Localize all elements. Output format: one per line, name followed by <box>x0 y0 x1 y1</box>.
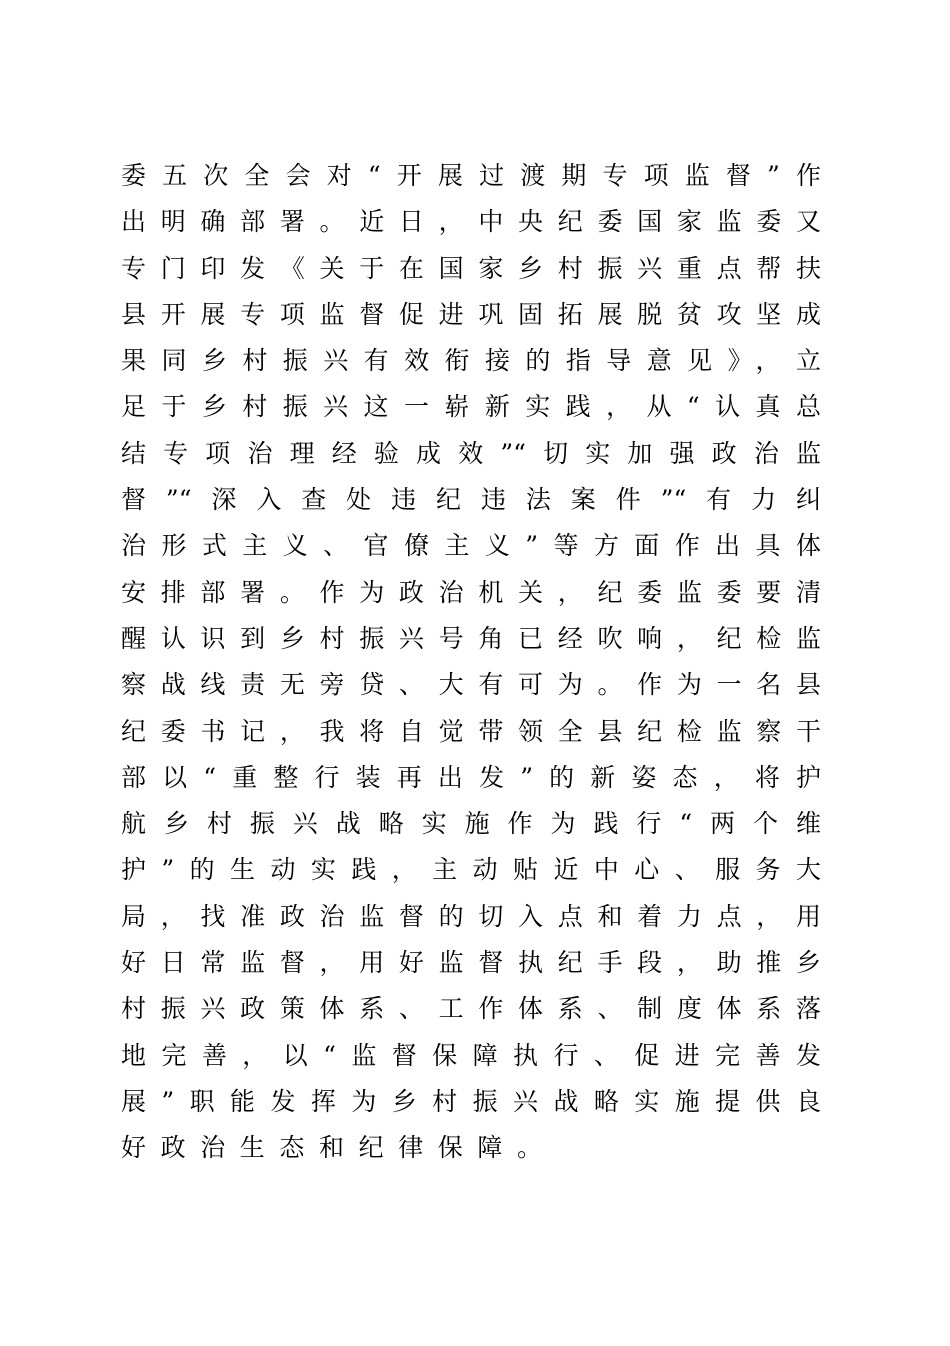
text-line: 县开展专项监督促进巩固拓展脱贫攻坚成 <box>121 299 821 329</box>
text-line: 纪委书记，我将自觉带领全县纪检监察干 <box>121 716 821 746</box>
text-line: 醒认识到乡村振兴号角已经吹响，纪检监 <box>121 623 821 653</box>
text-line: 果同乡村振兴有效衔接的指导意见》，立 <box>121 346 821 376</box>
text-line: 察战线责无旁贷、大有可为。作为一名县 <box>121 670 821 700</box>
text-line: 护”的生动实践，主动贴近中心、服务大 <box>121 855 821 885</box>
text-line: 地完善，以“监督保障执行、促进完善发 <box>121 1040 821 1070</box>
text-line: 出明确部署。近日，中央纪委国家监委又 <box>121 207 821 237</box>
text-line: 督”“深入查处违纪违法案件”“有力纠 <box>121 485 821 515</box>
text-line: 村振兴政策体系、工作体系、制度体系落 <box>121 994 821 1024</box>
text-line: 部以“重整行装再出发”的新姿态，将护 <box>121 762 821 792</box>
text-line: 好政治生态和纪律保障。 <box>121 1133 557 1163</box>
text-line: 好日常监督，用好监督执纪手段，助推乡 <box>121 948 821 978</box>
text-line: 委五次全会对“开展过渡期专项监督”作 <box>121 161 821 190</box>
text-line: 展”职能发挥为乡村振兴战略实施提供良 <box>121 1086 821 1116</box>
text-line: 安排部署。作为政治机关，纪委监委要清 <box>121 577 821 607</box>
text-line: 治形式主义、官僚主义”等方面作出具体 <box>121 531 821 561</box>
text-line: 专门印发《关于在国家乡村振兴重点帮扶 <box>121 253 821 283</box>
text-line: 结专项治理经验成效”“切实加强政治监 <box>121 438 821 468</box>
body-paragraph <box>121 153 821 1172</box>
text-line: 足于乡村振兴这一崭新实践，从“认真总 <box>121 392 821 422</box>
text-line: 航乡村振兴战略实施作为践行“两个维 <box>121 809 821 839</box>
text-line: 局，找准政治监督的切入点和着力点，用 <box>121 901 821 931</box>
